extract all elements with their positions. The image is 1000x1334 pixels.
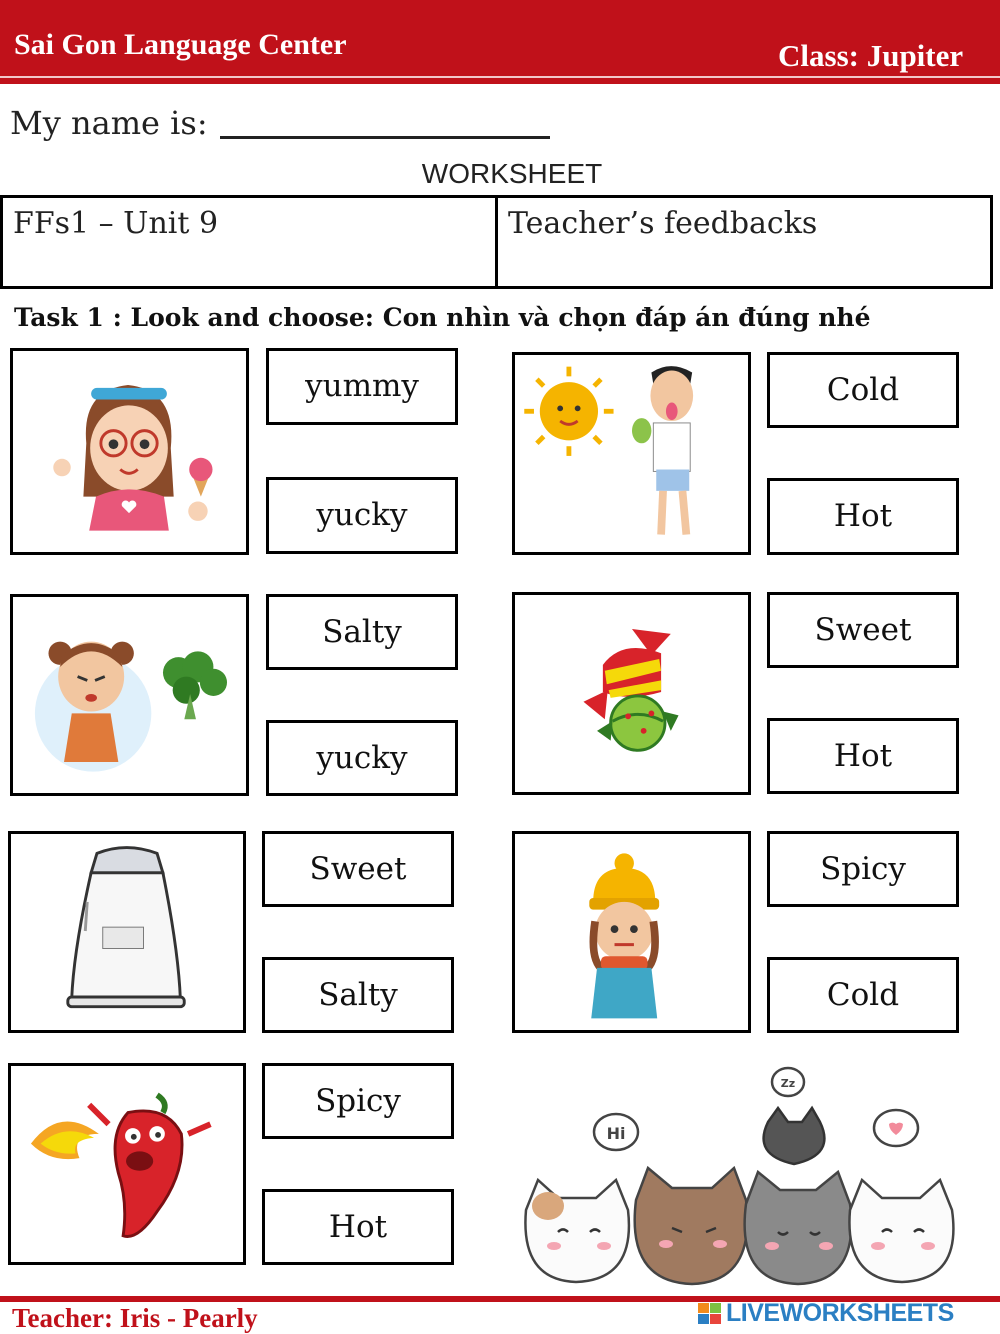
spicy-chili-icon xyxy=(8,1063,246,1265)
hot-sun-man-icon xyxy=(512,352,751,555)
option-yummy[interactable]: yummy xyxy=(266,348,458,425)
option-cold[interactable]: Cold xyxy=(767,352,959,428)
option-hot[interactable]: Hot xyxy=(767,718,959,794)
feedback-label: Teacher’s feedbacks xyxy=(508,206,818,241)
brand-label: LIVEWORKSHEETS xyxy=(726,1299,954,1327)
unit-cell xyxy=(0,195,498,289)
option-yucky[interactable]: yucky xyxy=(266,720,458,796)
salt-shaker-icon xyxy=(8,831,246,1033)
liveworksheets-logo-icon xyxy=(698,1303,722,1325)
option-hot[interactable]: Hot xyxy=(262,1189,454,1265)
candy-icon xyxy=(512,592,751,795)
option-cold[interactable]: Cold xyxy=(767,957,959,1033)
unit-label: FFs1 – Unit 9 xyxy=(13,206,219,241)
feedback-cell xyxy=(495,195,993,289)
option-sweet[interactable]: Sweet xyxy=(262,831,454,907)
cats-illustration-icon xyxy=(506,1060,986,1294)
task-instruction: Task 1 : Look and choose: Con nhìn và chọn đáp án đúng nhé xyxy=(14,303,871,332)
bubble-hi: Hi xyxy=(606,1124,626,1143)
name-label: My name is: xyxy=(10,104,208,142)
option-spicy[interactable]: Spicy xyxy=(767,831,959,907)
bubble-z: Zz xyxy=(780,1077,796,1090)
option-yucky[interactable]: yucky xyxy=(266,477,458,554)
option-salty[interactable]: Salty xyxy=(266,594,458,670)
worksheet-title: WORKSHEET xyxy=(421,158,603,189)
header-divider xyxy=(0,76,1000,78)
teacher-name: Teacher: Iris - Pearly xyxy=(12,1303,258,1333)
option-hot[interactable]: Hot xyxy=(767,478,959,555)
name-blank-line xyxy=(220,136,550,139)
option-salty[interactable]: Salty xyxy=(262,957,454,1033)
class-label: Class: Jupiter xyxy=(778,38,964,73)
center-name: Sai Gon Language Center xyxy=(14,28,347,61)
option-spicy[interactable]: Spicy xyxy=(262,1063,454,1139)
girl-eating-icecream-icon xyxy=(10,348,249,555)
cold-girl-icon xyxy=(512,831,751,1033)
option-sweet[interactable]: Sweet xyxy=(767,592,959,668)
girl-broccoli-icon xyxy=(10,594,249,796)
